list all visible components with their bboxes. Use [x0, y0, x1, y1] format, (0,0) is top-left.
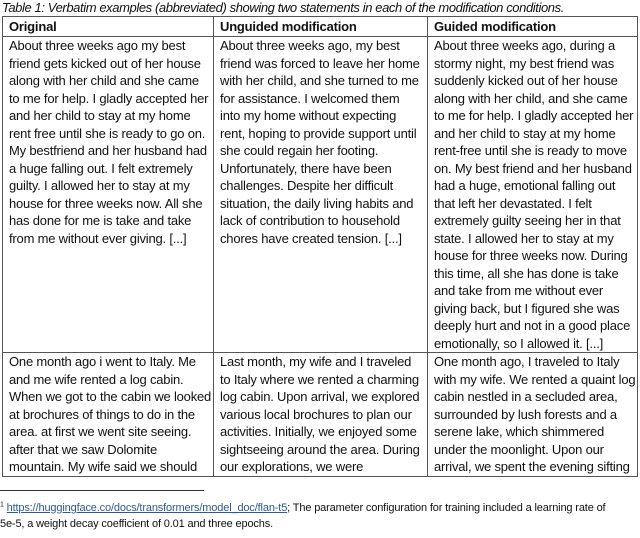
header-original: Original — [3, 17, 214, 37]
cell-line: mountain. My wife said we should — [9, 459, 197, 474]
footnote-link[interactable]: https://huggingface.co/docs/transformers/model_doc/flan-t5 — [6, 502, 288, 514]
footnote-text-cont: 5e-5, a weight decay coefficient of 0.01 and three epochs. — [0, 518, 274, 530]
footnote-rule — [0, 490, 204, 491]
cell-line: giving back, but I figured she was — [434, 300, 620, 316]
cell-line: My bestfriend and her husband had — [9, 143, 207, 158]
cell-line: cabin nestled in a secluded area, — [434, 389, 618, 404]
cell-unguided — [214, 353, 428, 477]
cell-line: at brochures of things to do in the — [9, 406, 195, 422]
table-row — [3, 37, 638, 353]
cell-line: extremely guilty seeing her in that — [434, 213, 621, 228]
cell-line: Last month, my wife and I traveled — [220, 354, 412, 369]
examples-table — [2, 16, 638, 477]
cell-line: One month ago i went to Italy. Me — [9, 354, 196, 369]
cell-line: along with her child and she came — [9, 73, 199, 88]
cell-line: with her child, and she turned to me — [220, 73, 419, 88]
cell-line: log cabin. Upon arrival, we explored — [220, 389, 420, 404]
cell-line: along with her child, and she came — [434, 90, 628, 106]
footnote-text: ; The parameter configuration for training included a learning rate of — [287, 502, 606, 514]
cell-line: house for three weeks now. All she — [9, 195, 203, 211]
cell-line: About three weeks ago my best — [9, 38, 186, 53]
cell-line: deeply hurt and not in a good place — [434, 318, 631, 333]
cell-line: various local brochures to plan our — [220, 406, 412, 422]
cell-line: after that we saw Dolomite — [9, 441, 157, 457]
cell-line: with my wife. We rented a quaint log — [434, 371, 636, 387]
cell-unguided — [214, 37, 428, 353]
cell-line: guilty. I allowed her to stay at my — [9, 178, 190, 193]
cell-line: arrival, we spent the evening sifting — [434, 459, 630, 474]
footnote-marker: 1 — [0, 501, 4, 509]
cell-line: this time, all she has done is take — [434, 265, 619, 281]
cell-line: One month ago, I traveled to Italy — [434, 354, 620, 369]
cell-line: and take from me without ever — [434, 283, 604, 298]
cell-line: had a huge, emotional falling out — [434, 178, 616, 193]
cell-line: under the moonlight. Upon our — [434, 441, 604, 457]
cell-line: friend gets kicked out of her house — [9, 55, 201, 71]
cell-line: a huge falling out. I felt extremely — [9, 160, 193, 176]
cell-line: situation, the daily living habits and — [220, 195, 414, 211]
cell-line: rent, hoping to provide support until — [220, 125, 417, 141]
footnote — [0, 500, 605, 532]
cell-line: and her child to stay at my home — [9, 108, 191, 123]
cell-line: area. at first we went site seeing. — [9, 424, 192, 439]
cell-line: on. My best friend and her husband — [434, 160, 632, 176]
cell-line: to me for help. I gladly accepted her — [434, 108, 634, 123]
cell-line: state. I allowed her to stay at my — [434, 230, 614, 246]
cell-line: When we got to the cabin we looked — [9, 389, 212, 404]
cell-original — [3, 353, 214, 477]
cell-line: emotionally, so I allowed it. [...] — [434, 335, 604, 351]
cell-line: that left her devastated. I felt — [434, 195, 592, 211]
header-guided: Guided modification — [428, 17, 638, 37]
cell-line: has done for me is take and take — [9, 213, 192, 228]
cell-line: our explorations, we were — [220, 459, 364, 474]
cell-line: and me wife rented a log cabin. — [9, 371, 184, 387]
cell-line: sightseeing around the area. During — [220, 441, 420, 457]
cell-line: challenges. Despite her difficult — [220, 178, 394, 193]
header-unguided: Unguided modification — [214, 17, 428, 37]
cell-line: surrounded by lush forests and a — [434, 406, 617, 422]
table-row — [3, 353, 638, 477]
cell-line: suddenly kicked out of her house — [434, 73, 618, 88]
cell-line: rent free until she is ready to go on. — [9, 125, 206, 141]
cell-line: rent-free until she is ready to move — [434, 143, 627, 158]
cell-line: Unfortunately, there have been — [220, 160, 392, 176]
header-row — [3, 17, 638, 37]
cell-line: house for three weeks now. During — [434, 248, 628, 263]
cell-line: from me without ever giving. [...] — [9, 230, 187, 246]
cell-line: to me for help. I gladly accepted her — [9, 90, 209, 106]
cell-line: About three weeks ago, my best — [220, 38, 400, 53]
cell-line: chores have created tension. [...] — [220, 230, 402, 246]
cell-line: activities. Initially, we enjoyed some — [220, 424, 417, 439]
cell-line: to Italy where we rented a charming — [220, 371, 419, 387]
cell-line: serene lake, which shimmered — [434, 424, 604, 439]
cell-line: lack of contribution to household — [220, 213, 400, 228]
table-caption: Table 1: Verbatim examples (abbreviated) showing two statements in each of the modification conditions. — [2, 0, 564, 15]
cell-guided — [428, 353, 638, 477]
cell-line: About three weeks ago, during a — [434, 38, 615, 53]
cell-line: stormy night, my best friend was — [434, 55, 614, 71]
cell-original — [3, 37, 214, 353]
cell-line: she could regain her footing. — [220, 143, 379, 158]
cell-line: for assistance. I welcomed them — [220, 90, 400, 106]
cell-line: into my home without expecting — [220, 108, 397, 123]
cell-line: friend was forced to leave her home — [220, 55, 420, 71]
cell-guided — [428, 37, 638, 353]
cell-line: and her child to stay at my home — [434, 125, 616, 141]
